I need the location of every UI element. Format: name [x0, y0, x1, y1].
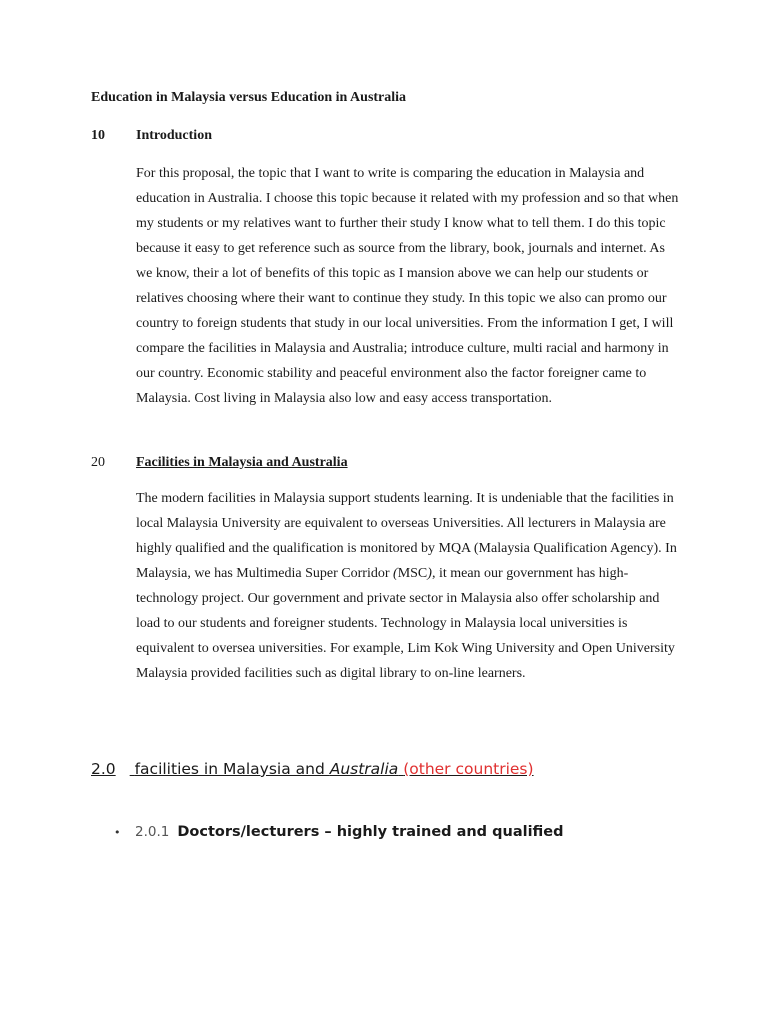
- section-number: 10: [91, 128, 105, 143]
- document-title: Education in Malaysia versus Education in Australia: [91, 90, 407, 105]
- section-heading-introduction: [91, 128, 212, 144]
- section-2-note: (other countries): [403, 760, 534, 778]
- section-title: Introduction: [136, 128, 212, 143]
- section-number: 2.0: [91, 760, 116, 778]
- msc-close-paren: ): [427, 566, 432, 581]
- section-title: Facilities in Malaysia and Australia: [136, 455, 348, 470]
- facilities-paragraph-rest: , it mean our government has high-technology project. Our government and private sector in Malaysia also offer scholarship and load to our students and foreigner students. Technology in Malaysia local universities is equivalent to oversea universities. For example, Lim Kok Wing University and Open University Malaysia provided facilities such as digital library to on-line learners.: [136, 566, 675, 681]
- section-number: 20: [91, 455, 105, 470]
- list-item-number: 2.0.1: [135, 824, 170, 840]
- bullet-icon: •: [114, 826, 121, 839]
- msc-abbreviation: MSC: [397, 566, 428, 581]
- list-item-text: Doctors/lecturers – highly trained and qualified: [177, 824, 564, 840]
- section-2-text: facilities in Malaysia and: [134, 760, 330, 778]
- facilities-paragraph-lead: The modern facilities in Malaysia support students learning. It is undeniable that the facilities in local Malaysia University are equivalent to overseas Universities. All lecturers in Malaysia are highly qualified and the qualification is monitored by MQA (Malaysia Qualification Agency). In Malaysia, we has Multimedia Super Corridor: [136, 491, 677, 581]
- facilities-paragraph: [136, 486, 681, 686]
- list-item: [114, 824, 564, 840]
- msc-open-paren: (: [393, 566, 398, 581]
- section-2-italic: Australia: [329, 760, 399, 778]
- introduction-paragraph: For this proposal, the topic that I want to write is comparing the education in Malaysia and education in Australia. I choose this topic because it related with my profession and so that when my students or my relatives want to further their study I know what to tell them. I do this topic because it easy to get reference such as source from the library, book, journals and internet. As we know, their a lot of benefits of this topic as I mansion above we can help our students or relatives choosing where their want to continue they study. In this topic we also can promo our country to foreign students that study in our local universities. From the information I get, I will compare the facilities in Malaysia and Australia; introduce culture, multi racial and harmony in our country. Economic stability and peaceful environment also the factor foreigner came to Malaysia. Cost living in Malaysia also low and easy access transportation.: [136, 166, 679, 406]
- section-2-heading: [91, 760, 534, 778]
- section-heading-facilities: [91, 455, 348, 471]
